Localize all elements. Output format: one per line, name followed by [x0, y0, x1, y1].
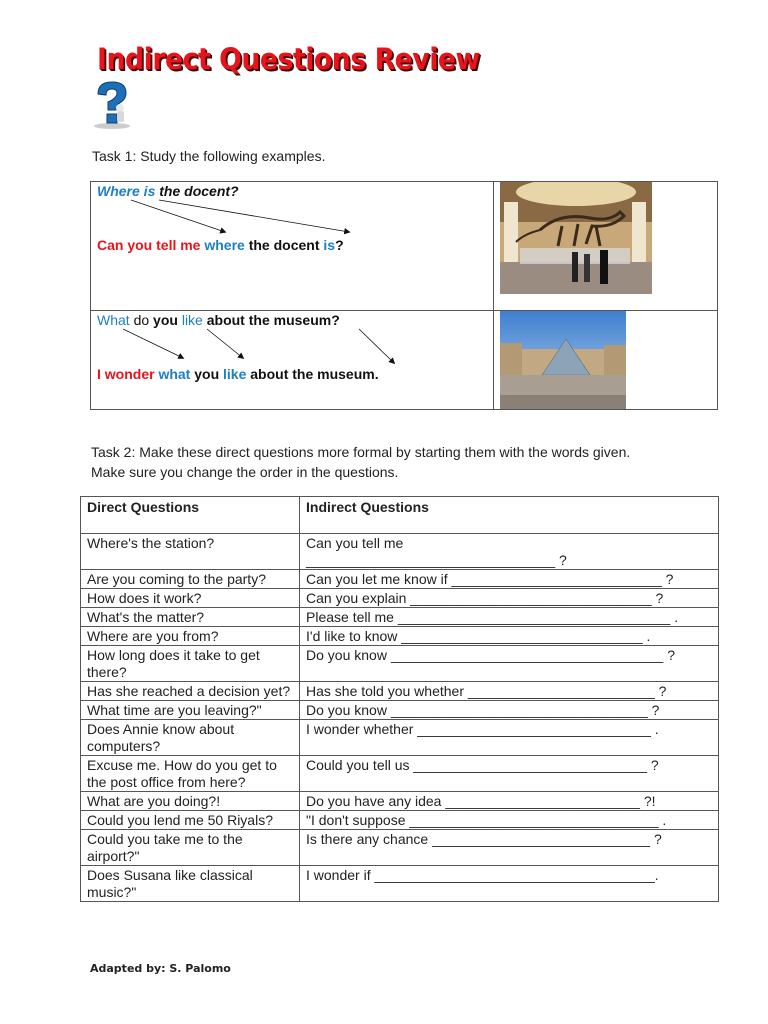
table-row — [81, 701, 719, 720]
direct-question-cell: Could you lend me 50 Riyals? — [81, 811, 300, 830]
questions-table — [80, 496, 719, 902]
table-row — [81, 608, 719, 627]
example2-direct-question: What do you like about the museum? — [97, 312, 340, 328]
example2-arrows — [91, 311, 493, 409]
header-direct: Direct Questions — [81, 497, 300, 534]
direct-question-cell: Where are you from? — [81, 627, 300, 646]
indirect-question-cell: Can you let me know if ___________________________ ? — [300, 570, 719, 589]
table-row — [81, 720, 719, 756]
table-row — [81, 830, 719, 866]
direct-question-cell: What are you doing?! — [81, 792, 300, 811]
indirect-question-cell: Please tell me ___________________________________ . — [300, 608, 719, 627]
direct-question-cell: Are you coming to the party? — [81, 570, 300, 589]
direct-question-cell: Excuse me. How do you get to the post office from here? — [81, 756, 300, 792]
table-row — [81, 866, 719, 902]
example1-indirect-question: Can you tell me where the docent is? — [97, 237, 344, 253]
indirect-question-cell: Has she told you whether ________________________ ? — [300, 682, 719, 701]
indirect-question-cell: Do you know _________________________________ ? — [300, 701, 719, 720]
example1-text-cell — [91, 182, 494, 311]
indirect-question-cell: Is there any chance ____________________________ ? — [300, 830, 719, 866]
indirect-question-cell: Do you know ___________________________________ ? — [300, 646, 719, 682]
indirect-question-cell: I wonder whether ______________________________ . — [300, 720, 719, 756]
direct-question-cell: How does it work? — [81, 589, 300, 608]
direct-question-cell: Could you take me to the airport?" — [81, 830, 300, 866]
example2-image-cell — [494, 311, 718, 410]
museum-dinosaur-photo — [500, 182, 652, 294]
table-row — [81, 756, 719, 792]
header-indirect: Indirect Questions — [300, 497, 719, 534]
footer-credit: Adapted by: S. Palomo — [90, 962, 231, 975]
example1-direct-question: Where is the docent? — [97, 183, 239, 199]
table-row — [81, 627, 719, 646]
table-row — [81, 570, 719, 589]
louvre-photo — [500, 311, 626, 409]
table-row — [81, 792, 719, 811]
task2-line2: Make sure you change the order in the questions. — [91, 464, 399, 480]
task1-instruction: Task 1: Study the following examples. — [92, 148, 326, 164]
table-row — [81, 589, 719, 608]
direct-question-cell: What time are you leaving?" — [81, 701, 300, 720]
page-title: Indirect Questions Review — [97, 42, 480, 76]
table-row — [81, 682, 719, 701]
indirect-question-cell: Can you explain _______________________________ ? — [300, 589, 719, 608]
question-mark-icon — [90, 78, 134, 130]
table-row — [81, 534, 719, 570]
task2-instruction — [91, 442, 630, 482]
indirect-question-cell: I'd like to know _______________________________ . — [300, 627, 719, 646]
example1-image-cell — [494, 182, 718, 311]
indirect-question-cell: Can you tell me ________________________________ ? — [300, 534, 719, 570]
direct-question-cell: What's the matter? — [81, 608, 300, 627]
examples-table — [90, 181, 718, 410]
direct-question-cell: Does Annie know about computers? — [81, 720, 300, 756]
direct-question-cell: How long does it take to get there? — [81, 646, 300, 682]
task2-line1: Task 2: Make these direct questions more formal by starting them with the words given. — [91, 444, 631, 460]
indirect-question-cell: Do you have any idea _________________________ ?! — [300, 792, 719, 811]
table-row — [81, 811, 719, 830]
direct-question-cell: Where's the station? — [81, 534, 300, 570]
direct-question-cell: Does Susana like classical music?" — [81, 866, 300, 902]
indirect-question-cell: Could you tell us ______________________________ ? — [300, 756, 719, 792]
example2-indirect-question: I wonder what you like about the museum. — [97, 366, 379, 382]
indirect-question-cell: "I don't suppose ________________________________ . — [300, 811, 719, 830]
indirect-question-cell: I wonder if ____________________________________. — [300, 866, 719, 902]
example2-text-cell — [91, 311, 494, 410]
direct-question-cell: Has she reached a decision yet? — [81, 682, 300, 701]
table-row — [81, 646, 719, 682]
